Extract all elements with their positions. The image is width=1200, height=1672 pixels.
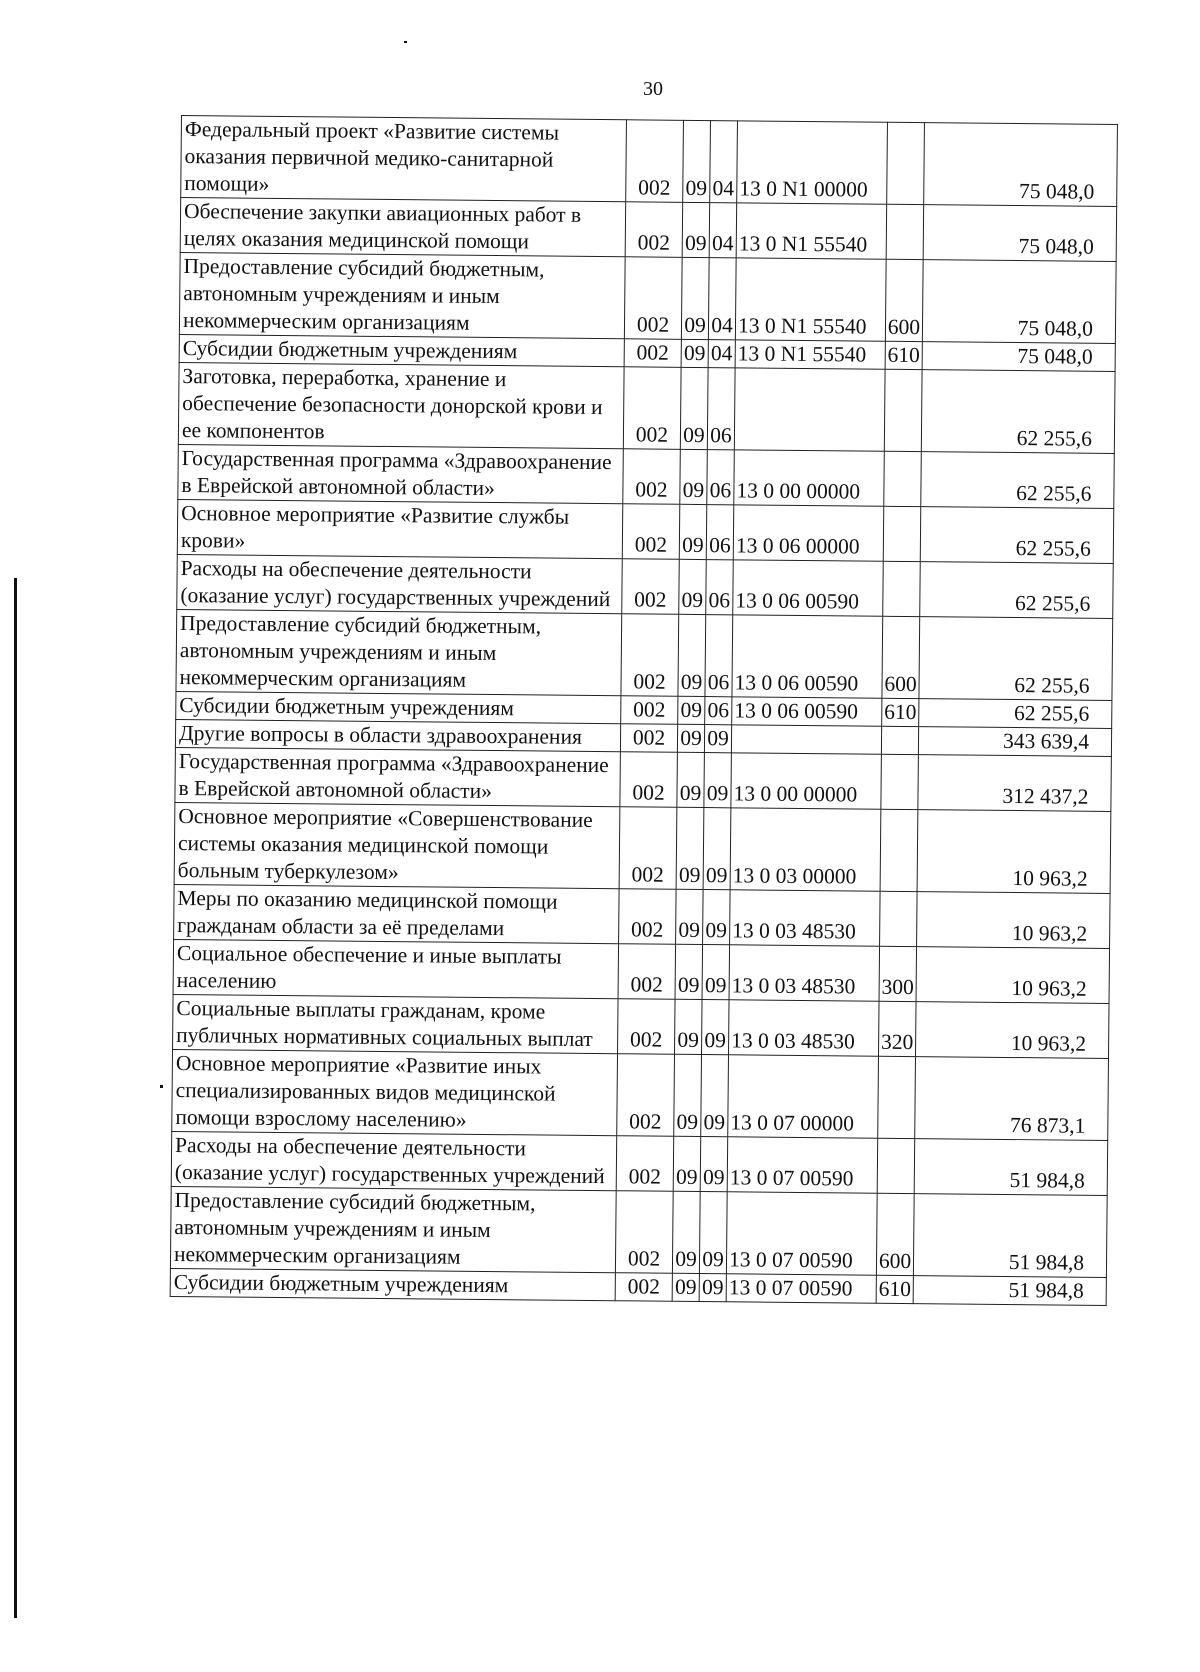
row-rz-cell: 09	[682, 202, 710, 257]
row-csr-cell: 13 0 03 48530	[729, 945, 880, 1001]
row-vr-cell	[878, 1056, 916, 1138]
row-name-cell: Основное мероприятие «Совершенствование системы оказания медицинской помощи больным туберкулезом»	[174, 802, 620, 888]
row-pr-cell: 06	[706, 560, 734, 615]
row-pr-cell: 06	[705, 615, 733, 697]
row-csr-cell: 13 0 N1 55540	[735, 258, 886, 341]
table-row	[174, 802, 1111, 893]
row-csr-cell: 13 0 06 00590	[733, 560, 884, 616]
row-sum-cell: 51 984,8	[913, 1194, 1107, 1278]
table-row	[178, 362, 1115, 453]
row-pr-cell: 09	[703, 890, 731, 945]
row-sum-cell: 75 048,0	[922, 342, 1115, 372]
row-ved-cell: 002	[619, 807, 677, 890]
row-sum-cell: 62 255,6	[920, 562, 1114, 619]
row-pr-cell: 04	[708, 340, 735, 368]
budget-table	[170, 115, 1118, 1306]
row-csr-cell: 13 0 N1 00000	[737, 121, 888, 204]
row-ved-cell: 002	[622, 504, 680, 560]
row-ved-cell: 002	[624, 257, 682, 340]
row-vr-cell	[886, 204, 924, 259]
table-row	[175, 747, 1111, 811]
row-pr-cell: 09	[703, 808, 731, 890]
row-ved-cell: 002	[622, 559, 680, 615]
row-ved-cell: 002	[618, 944, 676, 1000]
row-rz-cell: 09	[676, 889, 704, 944]
row-pr-cell: 09	[702, 1000, 730, 1055]
row-sum-cell: 51 984,8	[913, 1276, 1106, 1306]
budget-table-body	[170, 116, 1117, 1306]
row-vr-cell	[884, 369, 922, 451]
row-pr-cell: 06	[707, 450, 735, 505]
row-pr-cell: 09	[700, 1137, 728, 1192]
row-pr-cell: 09	[699, 1192, 727, 1274]
row-rz-cell: 09	[677, 724, 704, 752]
row-name-cell: Заготовка, переработка, хранение и обеспечение безопасности донорской крови и ее компонентов	[178, 362, 624, 448]
row-pr-cell: 04	[709, 203, 737, 258]
row-pr-cell: 09	[702, 945, 730, 1000]
row-name-cell: Социальные выплаты гражданам, кроме публичных нормативных социальных выплат	[173, 994, 619, 1053]
row-rz-cell: 09	[681, 339, 708, 367]
table-row	[177, 554, 1113, 618]
row-name-cell: Обеспечение закупки авиационных работ в целях оказания медицинской помощи	[180, 198, 626, 257]
row-pr-cell: 06	[705, 697, 732, 725]
table-row	[170, 1186, 1107, 1277]
table-row	[174, 884, 1110, 948]
row-rz-cell: 09	[683, 120, 711, 202]
table-row	[171, 1131, 1107, 1195]
row-ved-cell: 002	[621, 614, 679, 697]
row-csr-cell: 13 0 03 00000	[730, 808, 881, 891]
row-vr-cell	[880, 891, 918, 946]
row-csr-cell: 13 0 N1 55540	[736, 203, 887, 259]
row-vr-cell	[884, 451, 922, 506]
row-name-cell: Расходы на обеспечение деятельности (оказание услуг) государственных учреждений	[177, 554, 623, 613]
row-sum-cell: 51 984,8	[914, 1139, 1108, 1196]
row-pr-cell: 09	[704, 753, 732, 808]
row-csr-cell: 13 0 06 00000	[733, 505, 884, 561]
row-name-cell: Основное мероприятие «Развитие иных специализированных видов медицинской помощи взрослому населению»	[172, 1049, 618, 1135]
row-ved-cell: 002	[624, 339, 681, 368]
row-sum-cell: 62 255,6	[919, 699, 1112, 729]
row-rz-cell: 09	[680, 367, 708, 449]
row-vr-cell: 600	[885, 259, 923, 341]
row-name-cell: Субсидии бюджетным учреждениям	[176, 691, 621, 723]
row-rz-cell: 09	[673, 1136, 701, 1191]
row-vr-cell: 610	[882, 698, 919, 726]
row-sum-cell: 75 048,0	[922, 260, 1116, 344]
row-name-cell: Предоставление субсидий бюджетным, автономным учреждениям и иным некоммерческим организациям	[179, 252, 625, 338]
row-pr-cell: 04	[710, 121, 738, 203]
scan-margin-line	[14, 578, 17, 1618]
row-name-cell: Субсидии бюджетным учреждениям	[179, 334, 624, 366]
row-name-cell: Меры по оказанию медицинской помощи гражданам области за её пределами	[174, 884, 620, 943]
row-vr-cell: 600	[876, 1193, 914, 1275]
row-vr-cell	[877, 1138, 915, 1193]
row-rz-cell: 09	[679, 504, 707, 559]
table-row	[181, 116, 1118, 207]
row-csr-cell: 13 0 00 00000	[734, 450, 885, 506]
row-rz-cell: 09	[676, 807, 704, 889]
row-pr-cell: 06	[706, 505, 734, 560]
table-row	[177, 499, 1113, 563]
row-sum-cell: 62 255,6	[920, 507, 1114, 564]
row-csr-cell: 13 0 N1 55540	[735, 340, 885, 369]
row-vr-cell	[883, 506, 921, 561]
table-row	[173, 994, 1109, 1058]
row-rz-cell: 09	[681, 257, 709, 339]
budget-table-container	[170, 115, 1117, 1306]
row-rz-cell: 09	[678, 614, 706, 696]
row-rz-cell: 09	[680, 449, 708, 504]
row-sum-cell: 10 963,2	[917, 810, 1111, 894]
row-csr-cell	[731, 725, 881, 754]
row-csr-cell: 13 0 06 00590	[732, 615, 883, 698]
row-pr-cell: 06	[707, 368, 735, 450]
row-ved-cell: 002	[615, 1191, 673, 1274]
row-vr-cell: 320	[878, 1001, 916, 1056]
row-ved-cell: 002	[616, 1136, 674, 1192]
row-sum-cell: 75 048,0	[923, 205, 1117, 262]
row-vr-cell: 610	[876, 1275, 913, 1303]
row-sum-cell: 62 255,6	[919, 617, 1113, 701]
row-sum-cell: 10 963,2	[916, 947, 1110, 1004]
row-ved-cell: 002	[626, 120, 684, 203]
row-rz-cell: 09	[675, 999, 703, 1054]
row-name-cell: Другие вопросы в области здравоохранения	[175, 719, 620, 751]
row-ved-cell: 002	[620, 752, 678, 808]
row-vr-cell	[881, 726, 918, 754]
row-name-cell: Предоставление субсидий бюджетным, автономным учреждениям и иным некоммерческим организациям	[176, 609, 622, 695]
row-rz-cell: 09	[672, 1273, 699, 1301]
row-csr-cell: 13 0 06 00590	[732, 697, 882, 726]
table-row	[180, 198, 1116, 262]
row-name-cell: Основное мероприятие «Развитие службы крови»	[177, 499, 623, 558]
row-csr-cell	[734, 368, 885, 451]
table-row	[176, 609, 1113, 700]
row-vr-cell	[887, 122, 925, 204]
row-sum-cell: 62 255,6	[921, 452, 1115, 509]
row-name-cell: Государственная программа «Здравоохранение в Еврейской автономной области»	[178, 444, 624, 503]
page-number: 30	[643, 78, 663, 100]
row-pr-cell: 09	[701, 1055, 729, 1137]
row-ved-cell: 002	[623, 449, 681, 505]
row-ved-cell: 002	[617, 1054, 675, 1137]
row-rz-cell: 09	[677, 752, 705, 807]
row-csr-cell: 13 0 00 00000	[731, 753, 882, 809]
row-ved-cell: 002	[625, 202, 683, 258]
row-sum-cell: 312 437,2	[918, 755, 1112, 812]
row-pr-cell: 09	[699, 1274, 726, 1302]
row-rz-cell: 09	[672, 1191, 700, 1273]
row-name-cell: Субсидии бюджетным учреждениям	[170, 1268, 615, 1300]
row-vr-cell	[883, 561, 921, 616]
row-sum-cell: 10 963,2	[917, 892, 1111, 949]
scan-dust-mark	[404, 41, 407, 43]
table-row	[172, 1049, 1109, 1140]
row-pr-cell: 09	[704, 725, 731, 753]
row-name-cell: Федеральный проект «Развитие системы оказания первичной медико-санитарной помощи»	[181, 116, 627, 202]
row-ved-cell: 002	[619, 889, 677, 945]
table-row	[179, 252, 1116, 343]
row-sum-cell: 343 639,4	[918, 727, 1111, 757]
row-vr-cell	[881, 754, 919, 809]
scan-dust-mark	[160, 1085, 163, 1088]
row-ved-cell: 002	[623, 367, 681, 450]
row-csr-cell: 13 0 07 00590	[726, 1274, 876, 1303]
row-name-cell: Социальное обеспечение и иные выплаты населению	[173, 939, 619, 998]
row-name-cell: Расходы на обеспечение деятельности (оказание услуг) государственных учреждений	[171, 1131, 617, 1190]
table-row	[178, 444, 1114, 508]
row-name-cell: Предоставление субсидий бюджетным, автономным учреждениям и иным некоммерческим организациям	[170, 1186, 616, 1272]
row-vr-cell: 610	[885, 341, 922, 369]
row-ved-cell: 002	[615, 1273, 672, 1302]
row-vr-cell	[880, 809, 918, 891]
row-name-cell: Государственная программа «Здравоохранение в Еврейской автономной области»	[175, 747, 621, 806]
table-row	[173, 939, 1109, 1003]
row-rz-cell: 09	[675, 944, 703, 999]
row-csr-cell: 13 0 07 00000	[728, 1055, 879, 1138]
row-pr-cell: 04	[708, 258, 736, 340]
row-rz-cell: 09	[674, 1054, 702, 1136]
row-rz-cell: 09	[679, 559, 707, 614]
row-rz-cell: 09	[678, 696, 705, 724]
row-vr-cell: 300	[879, 946, 917, 1001]
row-vr-cell: 600	[882, 616, 920, 698]
row-sum-cell: 10 963,2	[915, 1002, 1109, 1059]
row-sum-cell: 62 255,6	[921, 370, 1115, 454]
row-ved-cell: 002	[618, 999, 676, 1055]
row-csr-cell: 13 0 03 48530	[730, 890, 881, 946]
row-csr-cell: 13 0 03 48530	[729, 1000, 880, 1056]
row-ved-cell: 002	[620, 724, 677, 753]
row-sum-cell: 75 048,0	[924, 123, 1118, 207]
row-sum-cell: 76 873,1	[915, 1057, 1109, 1141]
row-ved-cell: 002	[621, 696, 678, 725]
row-csr-cell: 13 0 07 00590	[727, 1137, 878, 1193]
row-csr-cell: 13 0 07 00590	[726, 1192, 877, 1275]
